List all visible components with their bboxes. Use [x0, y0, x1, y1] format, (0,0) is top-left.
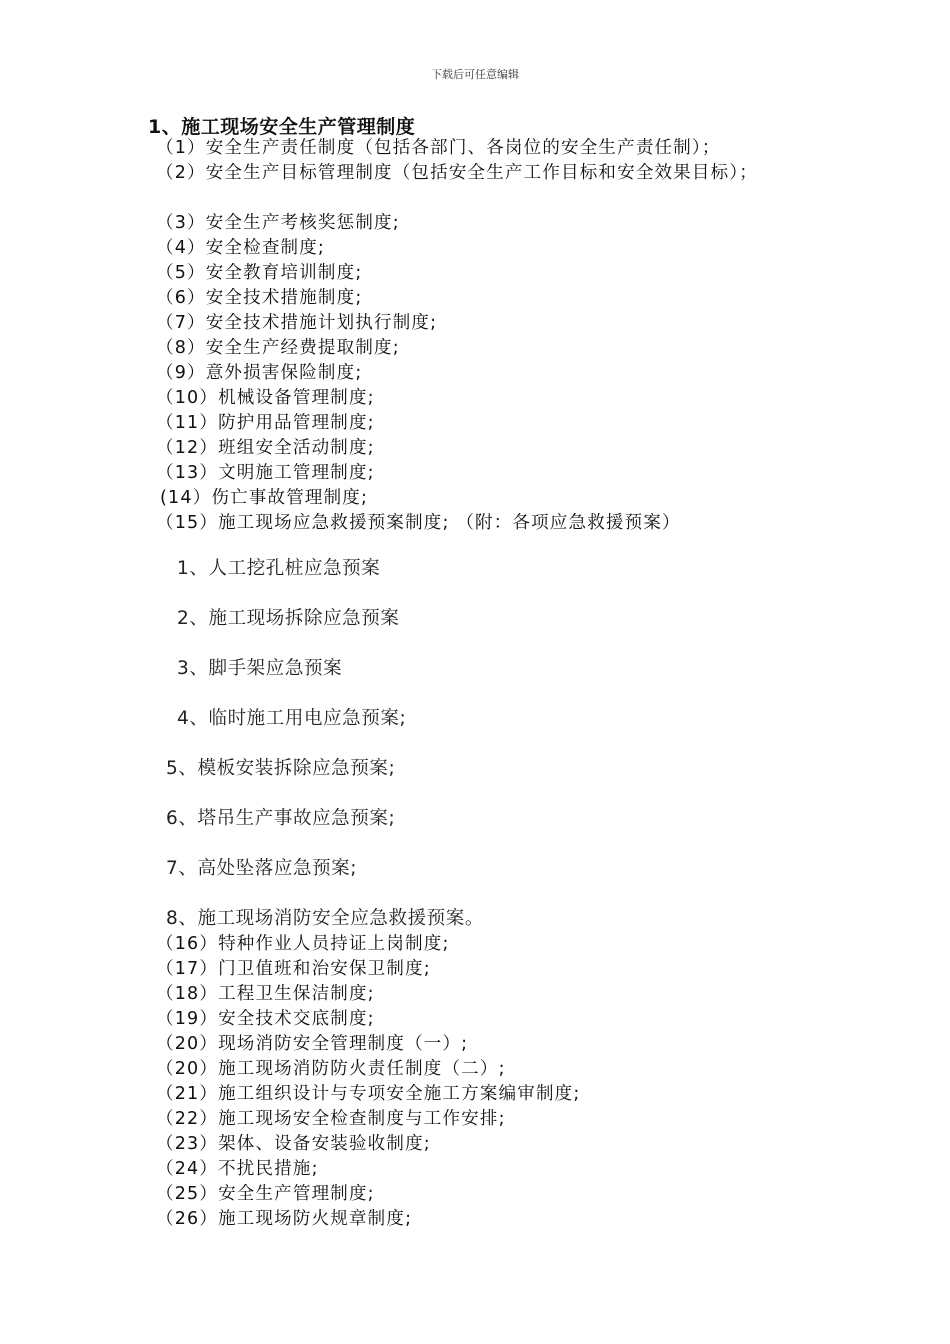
regulation-item: (14）伤亡事故管理制度; — [160, 488, 369, 508]
regulation-item: （6）安全技术措施制度; — [156, 288, 363, 308]
regulation-item: （17）门卫值班和治安保卫制度; — [156, 959, 431, 979]
regulation-item: （3）安全生产考核奖惩制度; — [156, 213, 400, 233]
emergency-plan-item: 4、临时施工用电应急预案; — [177, 708, 407, 729]
regulation-item: （11）防护用品管理制度; — [156, 413, 375, 433]
regulation-item: （4）安全检查制度; — [156, 238, 326, 258]
regulation-item: （23）架体、设备安装验收制度; — [156, 1134, 431, 1154]
emergency-plan-item: 8、施工现场消防安全应急救援预案。 — [166, 908, 484, 929]
regulation-item: （21）施工组织设计与专项安全施工方案编审制度; — [156, 1084, 581, 1104]
emergency-plan-item: 2、施工现场拆除应急预案 — [177, 608, 400, 629]
regulation-item: （13）文明施工管理制度; — [156, 463, 375, 483]
regulation-item: （1）安全生产责任制度（包括各部门、各岗位的安全生产责任制）； — [156, 138, 721, 158]
regulation-item: （9）意外损害保险制度; — [156, 363, 363, 383]
regulation-item: （10）机械设备管理制度; — [156, 388, 375, 408]
emergency-plan-item: 6、塔吊生产事故应急预案; — [166, 808, 396, 829]
regulation-item: （20）施工现场消防防火责任制度（二）; — [156, 1059, 506, 1079]
regulation-item: （12）班组安全活动制度; — [156, 438, 375, 458]
regulation-item: （19）安全技术交底制度; — [156, 1009, 375, 1029]
regulation-list-part1 — [122, 136, 842, 536]
regulation-item: （24）不扰民措施; — [156, 1159, 319, 1179]
regulation-list-part2 — [122, 932, 842, 1232]
regulation-item: （22）施工现场安全检查制度与工作安排; — [156, 1109, 506, 1129]
regulation-item: （8）安全生产经费提取制度; — [156, 338, 400, 358]
emergency-plan-item: 5、模板安装拆除应急预案; — [166, 758, 396, 779]
regulation-item: （18）工程卫生保洁制度; — [156, 984, 375, 1004]
regulation-item: （25）安全生产管理制度; — [156, 1184, 375, 1204]
emergency-plan-list — [0, 544, 950, 944]
emergency-plan-item: 3、脚手架应急预案 — [177, 658, 343, 679]
regulation-item: （20）现场消防安全管理制度（一）; — [156, 1034, 469, 1054]
document-title: 1、施工现场安全生产管理制度 — [148, 116, 416, 138]
regulation-item: （16）特种作业人员持证上岗制度; — [156, 934, 450, 954]
regulation-item: （26）施工现场防火规章制度; — [156, 1209, 413, 1229]
emergency-plan-item: 7、高处坠落应急预案; — [166, 858, 358, 879]
regulation-item: （15）施工现场应急救援预案制度; （附：各项应急救援预案） — [156, 513, 681, 533]
regulation-item: （2）安全生产目标管理制度（包括安全生产工作目标和安全效果目标）； — [156, 163, 758, 183]
regulation-item: （5）安全教育培训制度; — [156, 263, 363, 283]
regulation-item: （7）安全技术措施计划执行制度; — [156, 313, 438, 333]
page-header-note: 下载后可任意编辑 — [431, 68, 519, 81]
emergency-plan-item: 1、人工挖孔桩应急预案 — [177, 558, 381, 579]
